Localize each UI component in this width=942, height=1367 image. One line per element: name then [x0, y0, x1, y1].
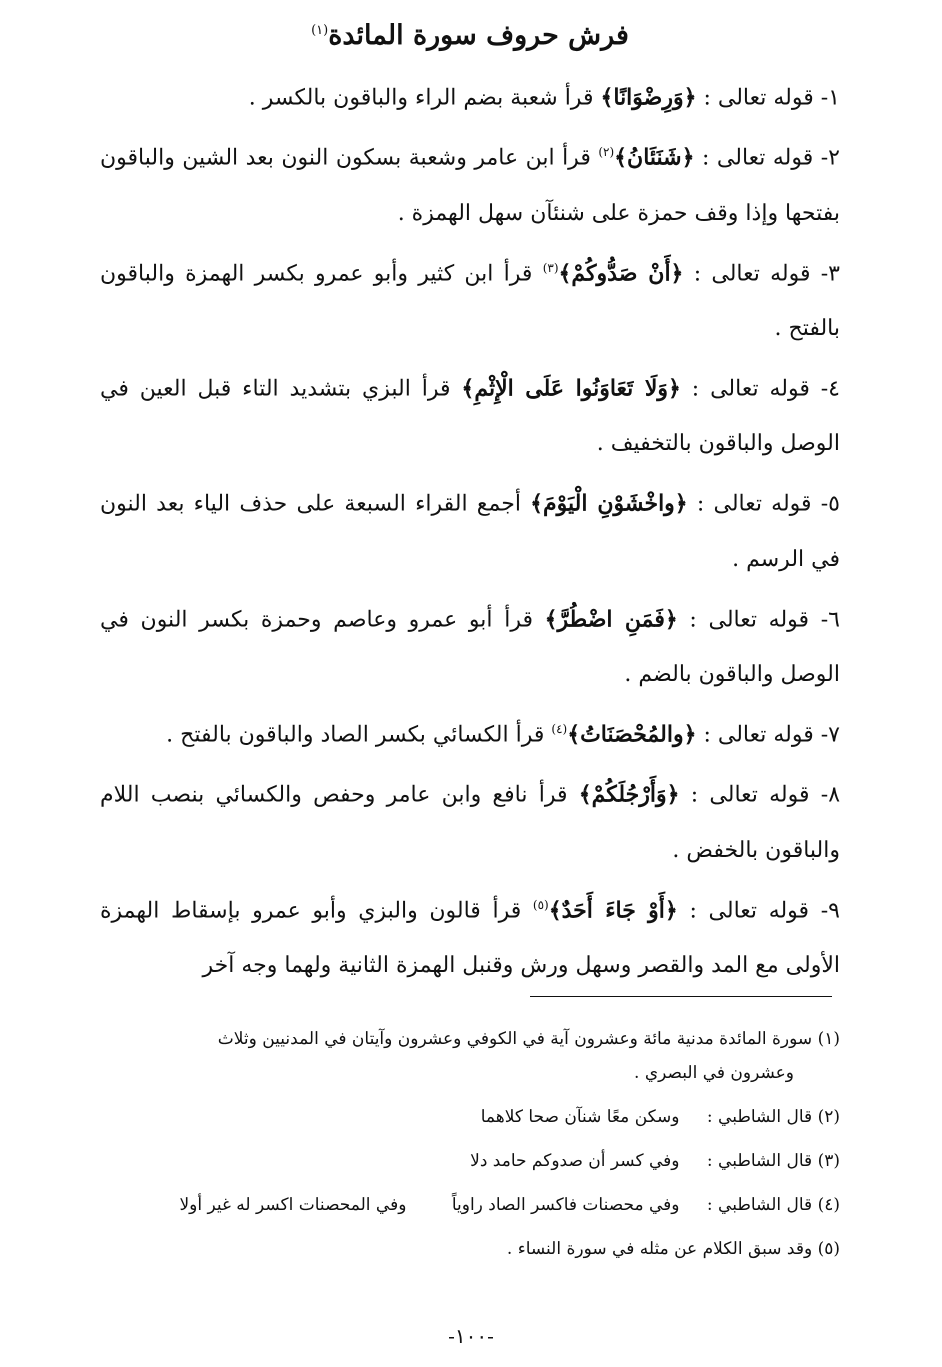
entry-lead: ١- قوله تعالى : [696, 85, 840, 111]
entry-text: قرأ البزي بتشديد التاء قبل العين في الوصل والباقون بالتخفيف . [100, 376, 840, 457]
entry-lead: ٢- قوله تعالى : [694, 145, 840, 171]
entry-lead: ٧- قوله تعالى : [696, 722, 840, 748]
entry-text: قرأ ابن عامر وشعبة بسكون النون بعد الشين والباقون بفتحها وإذا وقف حمزة على شنئآن سهل الهمزة . [100, 145, 840, 226]
footnote-ref: (٤) [551, 721, 568, 736]
footnote-number: (٢) [817, 1107, 840, 1127]
footnote-text-continued: وعشرون في البصري . [634, 1063, 794, 1083]
entry-1 [100, 65, 840, 125]
entry-lead: ٣- قوله تعالى : [683, 260, 840, 286]
entry-text: قرأ ابن كثير وأبو عمرو بكسر الهمزة والباقون بالفتح . [100, 260, 840, 341]
entry-lead: ٩- قوله تعالى : [677, 897, 840, 923]
footnote-4 [100, 1188, 840, 1222]
title-text: فرش حروف سورة المائدة [328, 20, 629, 51]
quran-word: ﴿وَرِضْوَانًا﴾ [600, 84, 697, 111]
footnote-number: (٤) [817, 1195, 840, 1215]
entry-8 [100, 762, 840, 877]
footnote-separator [530, 996, 832, 997]
footnotes [100, 1022, 840, 1276]
page-body [100, 20, 840, 993]
entry-4 [100, 356, 840, 471]
footnote-attribution: قال الشاطبي : [706, 1107, 813, 1127]
footnote-3 [100, 1144, 840, 1178]
quran-word: ﴿وَلَا تَعَاوَنُوا عَلَى الْإِثْمِ﴾ [461, 375, 681, 402]
page-number: -١٠٠- [448, 1324, 494, 1348]
entry-lead: ٦- قوله تعالى : [677, 606, 840, 632]
quran-word: ﴿والمُحْصَنَاتُ﴾ [567, 721, 697, 748]
footnote-5 [100, 1232, 840, 1266]
quran-word: ﴿واخْشَوْنِ الْيَوْمَ﴾ [530, 490, 688, 517]
entry-lead: ٤- قوله تعالى : [680, 376, 840, 402]
footnote-ref: (٣) [542, 260, 559, 275]
entry-text: قرأ أبو عمرو وعاصم وحمزة بكسر النون في الوصل والباقون بالضم . [100, 606, 840, 687]
title-footnote-ref: (١) [311, 23, 329, 38]
entry-text: أجمع القراء السبعة على حذف الياء بعد النون في الرسم . [100, 491, 840, 572]
footnote-number: (١) [817, 1029, 840, 1049]
footnote-text: سورة المائدة مدنية مائة وعشرون آية في الكوفي وعشرون وآيتان في المدنيين وثلاث [217, 1029, 813, 1049]
footnote-verse: وفي محصنات فاكسر الصاد راوياً [451, 1195, 680, 1215]
quran-word: ﴿أَنْ صَدُّوكُمْ﴾ [558, 259, 684, 286]
footnote-verse-second: وفي المحصنات اكسر له غير أولا [179, 1195, 407, 1215]
entry-text: قرأ نافع وابن عامر وحفص والكسائي بنصب اللام والباقون بالخفض . [100, 782, 840, 863]
quran-word: ﴿وَأَرْجُلَكُمْ﴾ [578, 781, 680, 808]
entry-7 [100, 702, 840, 762]
entry-lead: ٥- قوله تعالى : [687, 491, 840, 517]
footnote-attribution: قال الشاطبي : [706, 1151, 813, 1171]
footnote-ref: (٥) [532, 897, 549, 912]
entry-6 [100, 587, 840, 702]
entry-text: قرأ قالون والبزي وأبو عمرو بإسقاط الهمزة الأولى مع المد والقصر وسهل ورش وقنبل الهمزة الثانية ولهما وجه آخر [100, 897, 840, 978]
entry-5 [100, 471, 840, 586]
entry-9 [100, 878, 840, 993]
quran-word: ﴿فَمَنِ اضْطُرَّ﴾ [544, 605, 678, 632]
entry-text: قرأ شعبة بضم الراء والباقون بالكسر . [248, 85, 601, 111]
footnote-verse: وسكن معًا شنآن صحا كلاهما [480, 1107, 680, 1127]
page-title [100, 20, 840, 51]
footnote-number: (٥) [817, 1239, 840, 1259]
entry-3 [100, 241, 840, 356]
footnote-number: (٣) [817, 1151, 840, 1171]
entry-lead: ٨- قوله تعالى : [679, 782, 841, 808]
footnote-ref: (٢) [598, 145, 615, 160]
footnote-verse: وفي كسر أن صدوكم حامد دلا [470, 1151, 680, 1171]
entry-2 [100, 125, 840, 240]
entry-text: قرأ الكسائي بكسر الصاد والباقون بالفتح . [166, 722, 552, 748]
quran-word: ﴿شَنَئَانُ﴾ [614, 144, 695, 171]
footnote-text: وقد سبق الكلام عن مثله في سورة النساء . [506, 1239, 813, 1259]
footnote-2 [100, 1100, 840, 1134]
footnote-attribution: قال الشاطبي : [706, 1195, 813, 1215]
quran-word: ﴿أَوْ جَاءَ أَحَدٌ﴾ [548, 896, 678, 923]
footnote-1 [100, 1022, 840, 1090]
